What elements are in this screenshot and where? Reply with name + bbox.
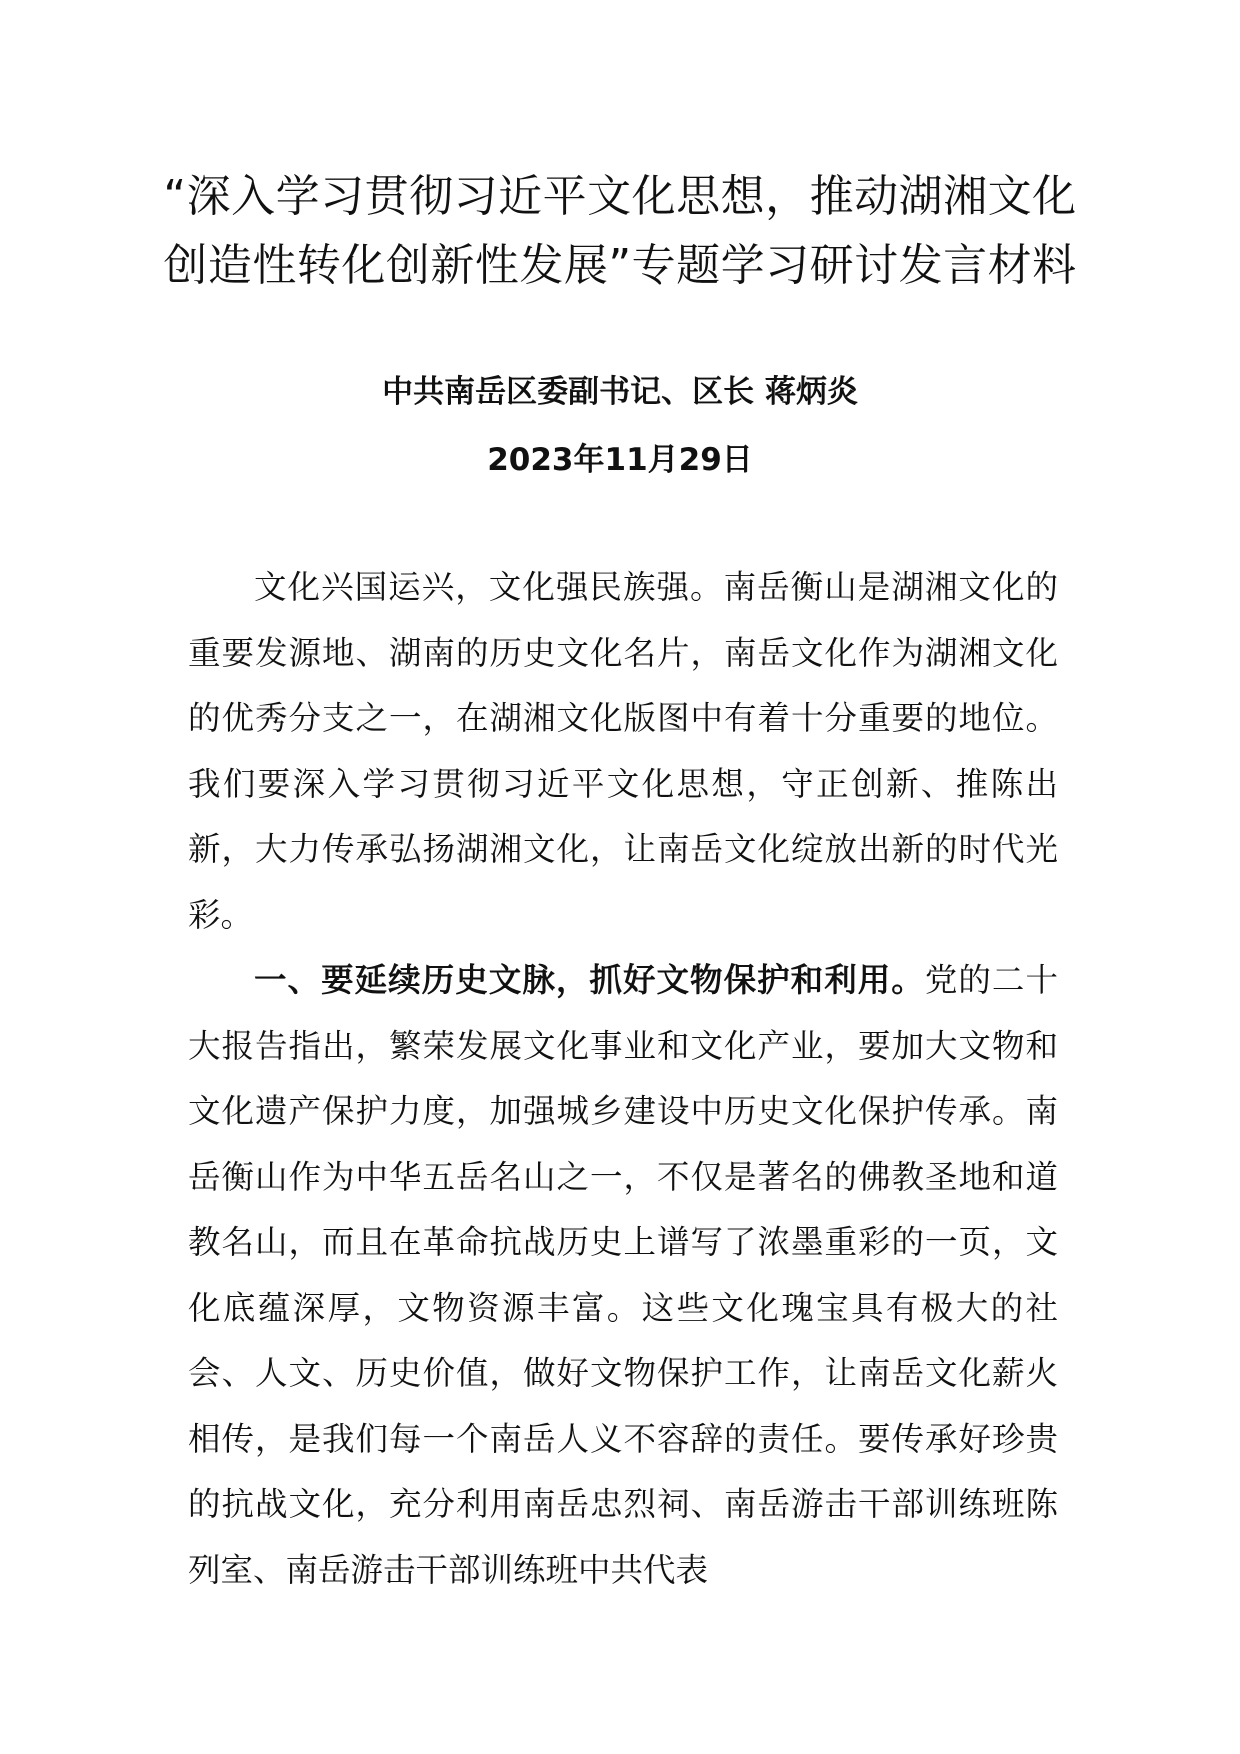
document-date: 2023年11月29日 xyxy=(487,442,753,478)
paragraph-text: 文化兴国运兴，文化强民族强。南岳衡山是湖湘文化的重要发源地、湖南的历史文化名片，南岳文化作为湖湘文化的优秀分支之一，在湖湘文化版图中有着十分重要的地位。我们要深入学习贯彻习近平文化思想，守正创新、推陈出新，大力传承弘扬湖湘文化，让南岳文化绽放出新的时代光彩。 xyxy=(188,568,1058,934)
author-line: 中共南岳区委副书记、区长 蒋炳炎 xyxy=(382,374,858,410)
document-body xyxy=(188,555,1058,1603)
body-paragraph xyxy=(188,948,1058,1603)
body-paragraph xyxy=(188,555,1058,948)
document-title: “深入学习贯彻习近平文化思想，推动湖湘文化创造性转化创新性发展”专题学习研讨发言材料 xyxy=(163,171,1077,291)
paragraph-lead: 一、要延续历史文脉，抓好文物保护和利用。 xyxy=(254,961,925,999)
paragraph-text: 党的二十大报告指出，繁荣发展文化事业和文化产业，要加大文物和文化遗产保护力度，加强城乡建设中历史文化保护传承。南岳衡山作为中华五岳名山之一，不仅是著名的佛教圣地和道教名山，而且在革命抗战历史上谱写了浓墨重彩的一页，文化底蕴深厚，文物资源丰富。这些文化瑰宝具有极大的社会、人文、历史价值，做好文物保护工作，让南岳文化薪火相传，是我们每一个南岳人义不容辞的责任。要传承好珍贵的抗战文化，充分利用南岳忠烈祠、南岳游击干部训练班陈列室、南岳游击干部训练班中共代表 xyxy=(188,961,1058,1589)
